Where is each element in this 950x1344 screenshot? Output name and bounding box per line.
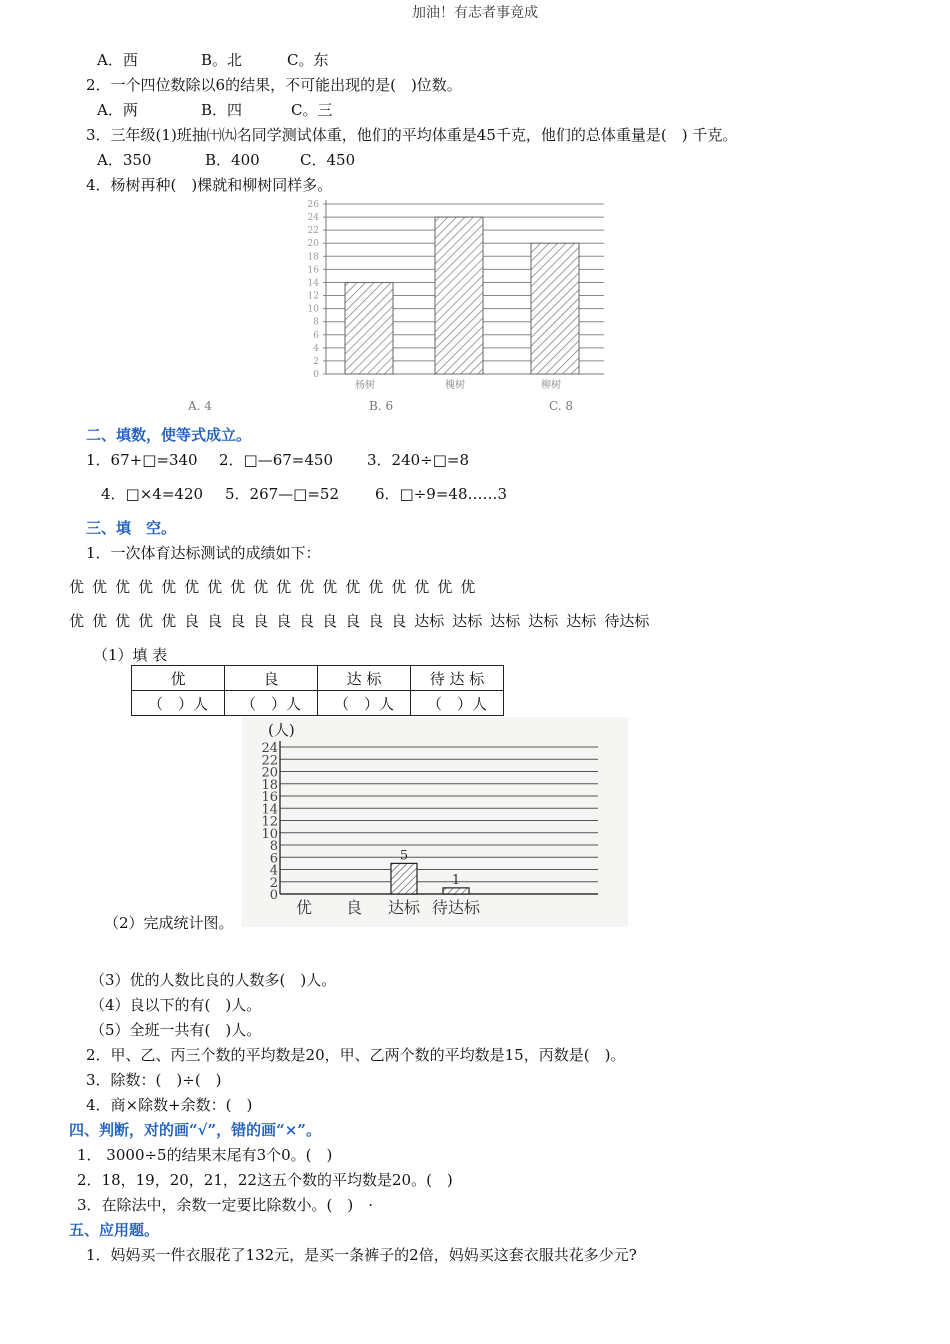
chart2-y-tick-label: 8 — [269, 839, 278, 854]
table-header-liang: 良 — [225, 666, 318, 691]
q3-option-c: C．450 — [300, 151, 356, 169]
q3-options — [97, 149, 355, 170]
q2-option-c: C。三 — [291, 101, 333, 119]
chart1-y-tick-label: 16 — [307, 265, 319, 276]
q2-option-b: B．四 — [201, 101, 243, 119]
chart2-data-label: 1 — [451, 872, 461, 888]
grade-item: 良 — [230, 612, 246, 630]
equation-5: 5．267—□=52 — [225, 485, 340, 503]
chart1-y-tick-label: 20 — [307, 239, 319, 250]
fill-table-label: （1）填 表 — [93, 646, 168, 664]
grade-item: 优 — [184, 578, 200, 596]
grade-item: 优 — [92, 578, 108, 596]
table-header-dabiao: 达 标 — [318, 666, 411, 691]
sec3-q1-3: （3）优的人数比良的人数多( )人。 — [90, 971, 337, 989]
table-header-daidabiao: 待 达 标 — [411, 666, 504, 691]
chart1-y-tick-label: 26 — [307, 200, 319, 210]
q1-option-c: C。东 — [287, 51, 329, 69]
chart2-category-label: 良 — [345, 898, 363, 917]
table-cell-dabiao[interactable]: （ ）人 — [318, 691, 411, 716]
grade-bar-chart-svg — [242, 717, 628, 927]
q2-option-a: A．两 — [97, 101, 138, 119]
q4-option-b: B. 6 — [369, 399, 394, 413]
grade-item: 优 — [230, 578, 246, 596]
grade-item: 优 — [437, 578, 453, 596]
grade-item: 优 — [115, 578, 131, 596]
q4-option-a: A. 4 — [188, 399, 212, 413]
grade-item: 良 — [276, 612, 292, 630]
chart2-y-tick-label: 10 — [261, 826, 278, 842]
chart2-category-label: 优 — [295, 898, 313, 917]
fill-table-header-row — [132, 666, 504, 691]
grade-item: 优 — [345, 578, 361, 596]
chart1-y-tick-label: 12 — [307, 291, 319, 302]
sec4-q3: 3．在除法中，余数一定要比除数小。( ) · — [77, 1196, 374, 1214]
chart2-y-tick-label: 6 — [269, 851, 278, 867]
chart1-y-tick-label: 2 — [313, 356, 319, 367]
sec3-q3: 3．除数：( )÷( ) — [86, 1071, 222, 1089]
q2-text: 2．一个四位数除以6的结果，不可能出现的是( )位数。 — [86, 76, 462, 94]
chart1-bar — [435, 217, 483, 374]
sec3-q2: 2．甲、乙、丙三个数的平均数是20，甲、乙两个数的平均数是15，丙数是( )。 — [86, 1046, 626, 1064]
grades-row-2 — [69, 610, 657, 631]
sec4-q2: 2．18，19，20，21，22这五个数的平均数是20。( ) — [77, 1171, 453, 1189]
chart1-category-label: 柳树 — [541, 380, 561, 391]
chart2-y-tick-label: 20 — [261, 765, 278, 781]
grade-item: 达标 — [414, 612, 445, 630]
chart1-y-tick-label: 22 — [307, 226, 319, 237]
chart2-bar — [443, 888, 469, 894]
chart1-y-tick-label: 10 — [307, 304, 319, 315]
equation-2: 2．□—67=450 — [219, 451, 334, 469]
grades-row-1 — [69, 576, 483, 597]
table-cell-you[interactable]: （ ）人 — [132, 691, 225, 716]
sec5-q1: 1．妈妈买一件衣服花了132元，是买一条裤子的2倍，妈妈买这套衣服共花多少元? — [86, 1246, 637, 1264]
grade-item: 达标 — [566, 612, 597, 630]
section-5-title: 五、应用题。 — [69, 1221, 160, 1239]
tree-bar-chart — [180, 196, 630, 421]
chart1-y-tick-label: 24 — [307, 213, 319, 224]
chart1-y-tick-label: 6 — [313, 330, 319, 341]
grade-item: 优 — [69, 578, 85, 596]
sec2-row1 — [86, 449, 469, 470]
sec3-q1-4: （4）良以下的有( )人。 — [90, 996, 262, 1014]
chart2-y-tick-label: 16 — [261, 790, 278, 805]
grade-item: 优 — [207, 578, 223, 596]
table-header-you: 优 — [132, 666, 225, 691]
q4-text: 4．杨树再种( )棵就和柳树同样多。 — [86, 176, 333, 194]
chart1-y-tick-label: 0 — [313, 370, 319, 380]
grade-item: 良 — [299, 612, 315, 630]
equation-6: 6．□÷9=48……3 — [375, 485, 508, 503]
chart2-y-label: (人) — [268, 721, 295, 739]
q1-option-b: B。北 — [201, 51, 243, 69]
chart2-y-tick-label: 24 — [261, 741, 278, 756]
chart1-y-tick-label: 4 — [313, 343, 319, 354]
q3-text: 3．三年级(1)班抽㈩㈨名同学测试体重，他们的平均体重是45千克，他们的总体重量是( ) 千克。 — [86, 126, 738, 144]
chart2-y-tick-label: 14 — [261, 802, 278, 818]
grade-item: 达标 — [452, 612, 483, 630]
chart2-y-tick-label: 12 — [261, 814, 278, 830]
grade-item: 良 — [345, 612, 361, 630]
chart2-data-label: 5 — [399, 848, 409, 864]
equation-4: 4．□×4=420 — [101, 485, 204, 503]
grade-item: 优 — [161, 612, 177, 630]
grade-item: 优 — [460, 578, 476, 596]
fill-table — [131, 665, 504, 716]
chart2-y-tick-label: 22 — [261, 753, 278, 769]
grade-item: 优 — [138, 578, 154, 596]
grade-bar-chart — [242, 717, 628, 927]
chart2-category-label: 待达标 — [431, 898, 481, 917]
chart1-category-label: 杨树 — [355, 380, 375, 391]
grade-item: 优 — [138, 612, 154, 630]
grade-item: 优 — [276, 578, 292, 596]
chart1-y-tick-label: 14 — [307, 278, 319, 289]
grade-item: 优 — [391, 578, 407, 596]
grade-item: 优 — [69, 612, 85, 630]
q1-options — [97, 49, 328, 70]
table-cell-daidabiao[interactable]: （ ）人 — [411, 691, 504, 716]
chart2-y-tick-label: 4 — [269, 863, 278, 879]
sec3-q1: 1．一次体育达标测试的成绩如下： — [86, 544, 321, 562]
q2-options — [97, 99, 332, 120]
q1-option-a: A．西 — [97, 51, 138, 69]
section-2-title: 二、填数，使等式成立。 — [86, 426, 252, 444]
grade-item: 良 — [184, 612, 200, 630]
chart2-bar — [391, 863, 417, 894]
q3-option-a: A．350 — [97, 151, 152, 169]
grade-item: 达标 — [528, 612, 559, 630]
grade-item: 良 — [253, 612, 269, 630]
grade-item: 优 — [368, 578, 384, 596]
chart1-category-label: 槐树 — [445, 380, 465, 391]
grade-item: 良 — [207, 612, 223, 630]
grade-item: 良 — [391, 612, 407, 630]
grade-item: 优 — [322, 578, 338, 596]
chart1-bar — [345, 282, 393, 374]
grade-item: 优 — [414, 578, 430, 596]
grade-item: 良 — [322, 612, 338, 630]
sec3-q4: 4．商×除数+余数：( ) — [86, 1096, 253, 1114]
grade-item: 优 — [253, 578, 269, 596]
equation-3: 3．240÷□=8 — [367, 451, 470, 469]
chart1-y-tick-label: 18 — [307, 252, 319, 263]
grade-item: 待达标 — [604, 612, 650, 630]
grade-item: 优 — [161, 578, 177, 596]
chart2-category-label: 达标 — [387, 898, 421, 917]
grade-item: 达标 — [490, 612, 521, 630]
sec3-q1-5: （5）全班一共有( )人。 — [90, 1021, 262, 1039]
grade-item: 良 — [368, 612, 384, 630]
equation-1: 1．67+□=340 — [86, 451, 198, 469]
q3-option-b: B．400 — [205, 151, 260, 169]
q4-option-c: C. 8 — [549, 399, 574, 413]
fill-table-answer-row — [132, 691, 504, 716]
page-header: 加油！有志者事竟成 — [412, 5, 538, 21]
tree-bar-chart-svg — [180, 196, 630, 421]
chart1-y-tick-label: 8 — [313, 317, 319, 328]
sec3-q1-2: （2）完成统计图。 — [104, 914, 234, 932]
grade-item: 优 — [92, 612, 108, 630]
sec2-row2 — [101, 483, 507, 504]
sec4-q1: 1． 3000÷5的结果末尾有3个0。( ) — [77, 1146, 333, 1164]
fill-table-wrap — [131, 665, 504, 716]
grade-item: 优 — [299, 578, 315, 596]
chart2-y-tick-label: 18 — [261, 777, 278, 793]
chart2-y-tick-label: 2 — [269, 875, 278, 891]
chart2-y-tick-label: 0 — [269, 888, 278, 903]
section-3-title: 三、填 空。 — [86, 519, 177, 537]
table-cell-liang[interactable]: （ ）人 — [225, 691, 318, 716]
section-4-title: 四、判断，对的画“√”，错的画“×”。 — [69, 1121, 321, 1139]
grade-item: 优 — [115, 612, 131, 630]
chart1-bar — [531, 243, 579, 374]
